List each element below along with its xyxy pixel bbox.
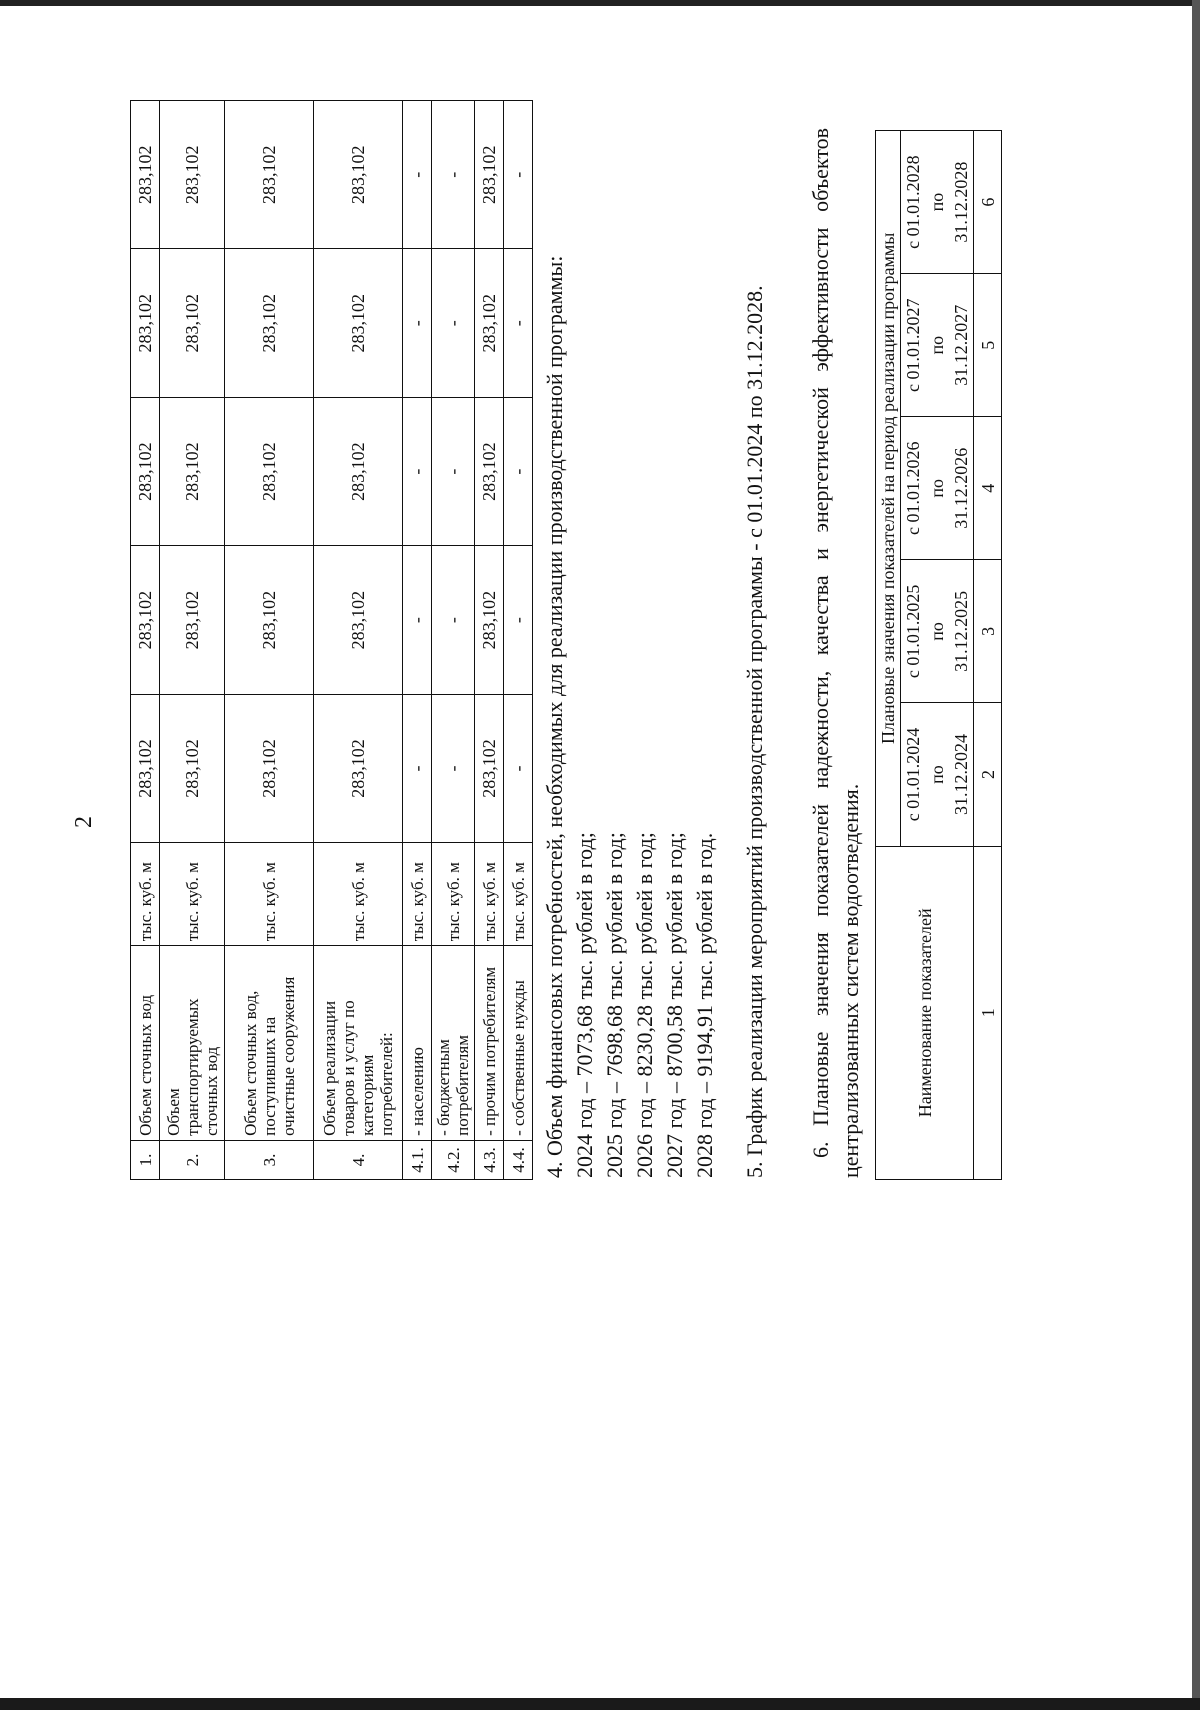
period-from: с 01.01.2026 [903, 441, 923, 536]
column-number: 2 [974, 703, 1002, 846]
period-from: с 01.01.2024 [903, 727, 923, 822]
row-value: 283,102 [225, 101, 314, 250]
column-number: 1 [974, 846, 1002, 1179]
heading-word: качества [808, 575, 833, 656]
row-number: 4.2. [432, 1140, 475, 1179]
row-number: 4.4. [504, 1140, 533, 1179]
row-value: - [432, 694, 475, 842]
row-number: 4.3. [475, 1140, 504, 1179]
row-value: 283,102 [314, 694, 403, 842]
row-value: 283,102 [475, 249, 504, 397]
row-number: 1. [131, 1140, 160, 1179]
row-value: 283,102 [475, 694, 504, 842]
heading-word: объектов [808, 128, 833, 212]
financial-line: 2028 год – 9194,91 тыс. рублей в год. [692, 832, 717, 1178]
row-value: - [504, 546, 533, 694]
column-number: 5 [974, 274, 1002, 417]
row-value: 283,102 [131, 694, 160, 842]
row-value: - [403, 397, 432, 545]
column-number: 3 [974, 560, 1002, 703]
header-planned-values: Плановые значения показателей на период реализации программы [876, 131, 901, 847]
row-value: - [504, 397, 533, 545]
row-value: 283,102 [314, 249, 403, 397]
scan-edge-top [0, 0, 1200, 6]
period-po: по [927, 192, 947, 212]
heading-word: энергетической [808, 387, 833, 533]
period-header [901, 703, 974, 846]
period-to: 31.12.2025 [951, 590, 971, 672]
period-header [901, 560, 974, 703]
row-unit: тыс. куб. м [314, 843, 403, 946]
period-from: с 01.01.2028 [903, 155, 923, 249]
row-value: - [432, 101, 475, 250]
row-value: - [403, 249, 432, 397]
row-number: 3. [225, 1140, 314, 1179]
table-row [160, 101, 225, 1180]
row-value: - [504, 249, 533, 397]
table-row [314, 101, 403, 1180]
table-row [225, 101, 314, 1180]
row-unit: тыс. куб. м [403, 843, 432, 946]
table-row [504, 101, 533, 1180]
heading-word: значения [808, 932, 833, 1017]
row-name: Объем сточных вод, поступивших на очистные сооружения [225, 946, 314, 1141]
volumes-table [130, 100, 533, 1180]
row-value: 283,102 [225, 397, 314, 545]
period-header [901, 274, 974, 417]
period-to: 31.12.2027 [951, 304, 971, 386]
heading-word: 6. [808, 1141, 833, 1158]
indicators-heading-line1 [806, 128, 836, 1178]
row-number: 4. [314, 1140, 403, 1179]
scan-edge-right [1192, 0, 1200, 1710]
financial-line: 2025 год – 7698,68 тыс. рублей в год; [602, 832, 627, 1178]
financial-needs-heading: 4. Объем финансовых потребностей, необходимых для реализации производственной программы: [542, 255, 567, 1178]
row-value: 283,102 [314, 546, 403, 694]
row-name: Объем транспортируемых сточных вод [160, 946, 225, 1141]
row-unit: тыс. куб. м [131, 843, 160, 946]
row-value: - [403, 546, 432, 694]
row-unit: тыс. куб. м [432, 843, 475, 946]
row-unit: тыс. куб. м [160, 843, 225, 946]
row-number: 2. [160, 1140, 225, 1179]
period-po: по [927, 765, 947, 784]
period-to: 31.12.2028 [951, 161, 971, 243]
period-header [901, 131, 974, 274]
heading-word: надежности, [808, 670, 833, 789]
row-value: 283,102 [160, 101, 225, 250]
heading-word: показателей [808, 803, 833, 917]
table-row [475, 101, 504, 1180]
row-value: 283,102 [225, 546, 314, 694]
period-header [901, 417, 974, 560]
heading-word: эффективности [808, 227, 833, 372]
period-to: 31.12.2024 [951, 734, 971, 816]
period-from: с 01.01.2027 [903, 298, 923, 392]
row-unit: тыс. куб. м [504, 843, 533, 946]
schedule-section: 5. График реализации мероприятий производственной программы - с 01.01.2024 по 31.12.2028. [742, 285, 767, 1178]
row-name: - бюджетным потребителям [432, 946, 475, 1141]
row-name: - собственные нужды [504, 946, 533, 1141]
row-value: 283,102 [131, 249, 160, 397]
row-value: - [504, 101, 533, 250]
row-name: - прочим потребителям [475, 946, 504, 1141]
financial-line: 2027 год – 8700,58 тыс. рублей в год; [662, 832, 687, 1178]
row-unit: тыс. куб. м [225, 843, 314, 946]
rotated-page-content [130, 130, 1050, 1180]
heading-word: Плановые [808, 1031, 833, 1126]
row-value: 283,102 [475, 101, 504, 250]
row-value: 283,102 [131, 397, 160, 545]
period-to: 31.12.2026 [951, 447, 971, 529]
row-value: 283,102 [131, 546, 160, 694]
row-value: 283,102 [225, 694, 314, 842]
financial-line: 2024 год – 7073,68 тыс. рублей в год; [572, 832, 597, 1178]
row-value: 283,102 [314, 101, 403, 250]
row-value: - [504, 694, 533, 842]
table-row [403, 101, 432, 1180]
scan-edge-bottom [0, 1698, 1200, 1710]
row-value: 283,102 [160, 546, 225, 694]
indicators-table [875, 130, 1002, 1180]
column-number: 6 [974, 131, 1002, 274]
row-value: 283,102 [131, 101, 160, 250]
row-value: 283,102 [160, 249, 225, 397]
financial-line: 2026 год – 8230,28 тыс. рублей в год; [632, 832, 657, 1178]
row-name: Объем сточных вод [131, 946, 160, 1141]
indicators-section [806, 128, 866, 1178]
row-value: 283,102 [160, 397, 225, 545]
table-row [131, 101, 160, 1180]
period-po: по [927, 622, 947, 641]
indicators-heading-line2: централизованных систем водоотведения. [838, 783, 863, 1178]
row-value: - [432, 397, 475, 545]
column-number: 4 [974, 417, 1002, 560]
row-value: - [432, 249, 475, 397]
row-value: - [403, 694, 432, 842]
row-number: 4.1. [403, 1140, 432, 1179]
row-value: 283,102 [160, 694, 225, 842]
row-name: Объем реализации товаров и услуг по категориям потребителей: [314, 946, 403, 1141]
row-value: - [432, 546, 475, 694]
financial-needs-section [540, 128, 720, 1178]
row-value: 283,102 [475, 397, 504, 545]
row-unit: тыс. куб. м [475, 843, 504, 946]
row-value: 283,102 [225, 249, 314, 397]
period-po: по [927, 335, 947, 355]
page-number: 2 [71, 816, 97, 828]
period-po: по [927, 478, 947, 498]
table-row [432, 101, 475, 1180]
header-indicator-name: Наименование показателей [876, 846, 974, 1179]
row-value: - [403, 101, 432, 250]
row-value: 283,102 [314, 397, 403, 545]
row-name: - населению [403, 946, 432, 1141]
row-value: 283,102 [475, 546, 504, 694]
heading-word: и [808, 548, 833, 560]
period-from: с 01.01.2025 [903, 584, 923, 679]
